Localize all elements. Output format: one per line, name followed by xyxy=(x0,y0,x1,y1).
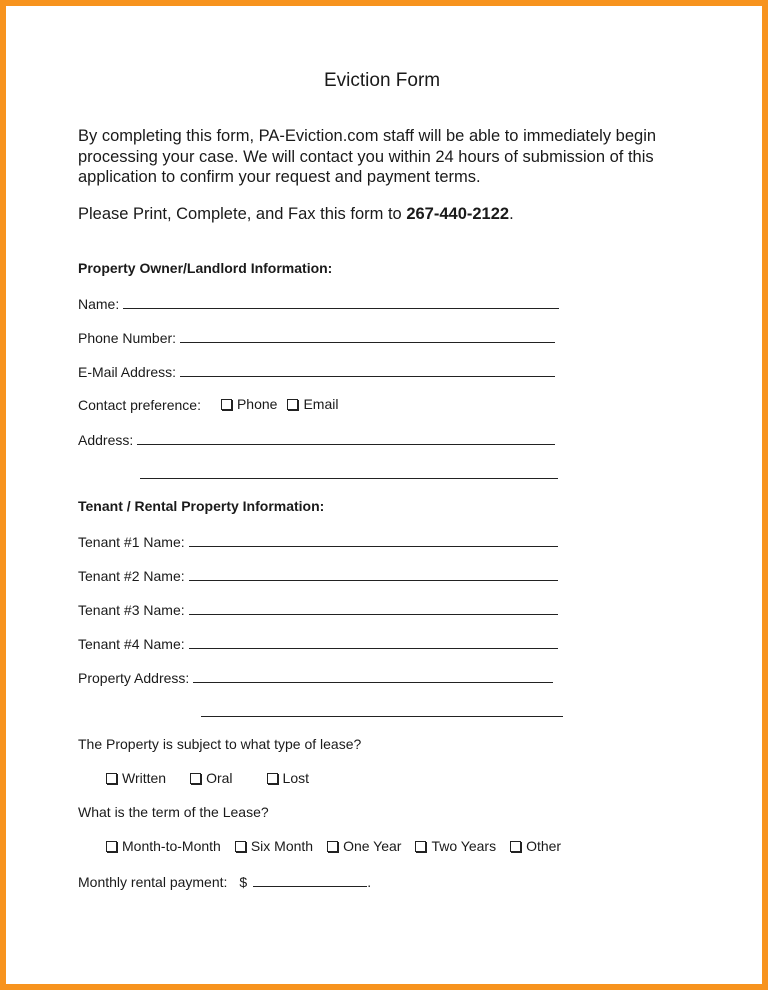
owner-phone-row xyxy=(78,328,555,346)
owner-name-row xyxy=(78,294,559,312)
tenant4-row xyxy=(78,634,558,652)
lease-term-month-label: Month-to-Month xyxy=(122,838,221,854)
property-address-field-1[interactable] xyxy=(193,668,553,683)
lease-type-option-lost[interactable] xyxy=(267,770,309,786)
owner-email-row xyxy=(78,362,555,380)
checkbox-icon xyxy=(190,773,201,784)
owner-address-field-2[interactable] xyxy=(140,464,558,479)
lease-term-options xyxy=(106,838,561,854)
contact-option-email[interactable] xyxy=(287,396,338,412)
owner-phone-label: Phone Number: xyxy=(78,330,177,346)
tenant4-name-field[interactable] xyxy=(189,634,558,649)
checkbox-icon xyxy=(106,841,117,852)
lease-term-other-label: Other xyxy=(526,838,562,854)
rent-currency: $ xyxy=(239,874,248,890)
contact-option-phone-label: Phone xyxy=(236,396,278,412)
tenant1-label: Tenant #1 Name: xyxy=(78,534,185,550)
fax-prefix: Please Print, Complete, and Fax this form to xyxy=(78,205,407,223)
tenant3-row xyxy=(78,600,558,618)
lease-term-question: What is the term of the Lease? xyxy=(78,804,269,820)
lease-term-option-month[interactable] xyxy=(106,838,221,854)
tenant-section-heading: Tenant / Rental Property Information: xyxy=(78,498,325,514)
owner-email-label: E-Mail Address: xyxy=(78,364,177,380)
rent-row xyxy=(78,872,371,890)
lease-term-option-six-month[interactable] xyxy=(235,838,313,854)
lease-type-oral-label: Oral xyxy=(206,770,233,786)
lease-type-option-written[interactable] xyxy=(106,770,166,786)
checkbox-icon xyxy=(327,841,338,852)
lease-term-six-month-label: Six Month xyxy=(250,838,314,854)
checkbox-icon xyxy=(235,841,246,852)
owner-email-field[interactable] xyxy=(180,362,555,377)
lease-type-options xyxy=(106,770,309,786)
fax-instructions xyxy=(78,205,514,224)
lease-term-option-one-year[interactable] xyxy=(327,838,401,854)
checkbox-icon xyxy=(510,841,521,852)
owner-name-field[interactable] xyxy=(123,294,559,309)
rent-suffix: . xyxy=(367,874,372,890)
checkbox-icon xyxy=(267,773,278,784)
lease-type-written-label: Written xyxy=(122,770,167,786)
form-title: Eviction Form xyxy=(324,70,441,91)
owner-name-label: Name: xyxy=(78,296,120,312)
fax-suffix: . xyxy=(509,205,514,223)
tenant2-label: Tenant #2 Name: xyxy=(78,568,185,584)
rent-amount-field[interactable] xyxy=(253,872,367,887)
checkbox-icon xyxy=(221,399,232,410)
contact-preference-label: Contact preference: xyxy=(78,396,201,413)
checkbox-icon xyxy=(287,399,298,410)
rent-label: Monthly rental payment: xyxy=(78,874,228,890)
lease-term-option-other[interactable] xyxy=(510,838,561,854)
contact-preference-row xyxy=(78,396,338,413)
lease-term-one-year-label: One Year xyxy=(343,838,402,854)
property-address-field-2[interactable] xyxy=(201,702,563,717)
owner-address-row xyxy=(78,430,555,448)
lease-term-option-two-years[interactable] xyxy=(415,838,496,854)
tenant3-label: Tenant #3 Name: xyxy=(78,602,185,618)
owner-phone-field[interactable] xyxy=(180,328,555,343)
tenant4-label: Tenant #4 Name: xyxy=(78,636,185,652)
contact-option-email-label: Email xyxy=(303,396,339,412)
lease-term-two-years-label: Two Years xyxy=(431,838,497,854)
tenant2-name-field[interactable] xyxy=(189,566,558,581)
owner-address-label: Address: xyxy=(78,432,134,448)
tenant3-name-field[interactable] xyxy=(189,600,558,615)
tenant1-row xyxy=(78,532,558,550)
fax-number: 267-440-2122 xyxy=(406,205,510,223)
tenant2-row xyxy=(78,566,558,584)
property-address-row xyxy=(78,668,553,686)
owner-section-heading: Property Owner/Landlord Information: xyxy=(78,260,333,276)
lease-type-option-oral[interactable] xyxy=(190,770,232,786)
tenant1-name-field[interactable] xyxy=(189,532,558,547)
lease-type-question: The Property is subject to what type of lease? xyxy=(78,736,362,752)
checkbox-icon xyxy=(106,773,117,784)
owner-address-field-1[interactable] xyxy=(137,430,555,445)
property-address-label: Property Address: xyxy=(78,670,190,686)
intro-paragraph: By completing this form, PA-Eviction.com staff will be able to immediately begin processing your case. We will contact you within 24 hours of submission of this application to confirm your request and payment terms. xyxy=(78,127,657,186)
lease-type-lost-label: Lost xyxy=(282,770,310,786)
contact-option-phone[interactable] xyxy=(221,396,277,412)
checkbox-icon xyxy=(415,841,426,852)
